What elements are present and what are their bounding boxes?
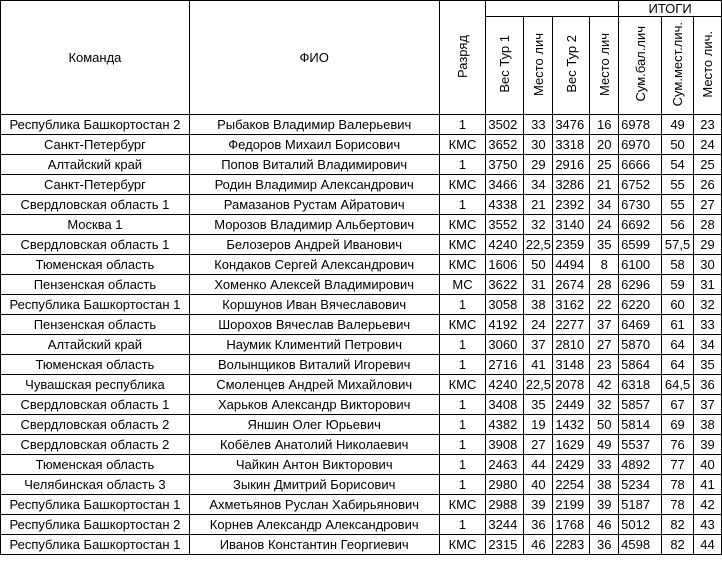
weight2-cell: 2916 <box>553 155 590 175</box>
place2-cell: 37 <box>590 315 619 335</box>
fio-cell: Хоменко Алексей Владимирович <box>189 275 439 295</box>
table-row <box>1 255 722 275</box>
header-place-personal <box>694 17 722 115</box>
rank-cell: КМС <box>439 535 486 555</box>
weight1-cell: 3244 <box>486 515 524 535</box>
team-cell: Республика Башкортостан 2 <box>1 515 190 535</box>
place1-cell: 31 <box>524 275 553 295</box>
sum-points-cell: 5864 <box>619 355 662 375</box>
fio-cell: Кондаков Сергей Александрович <box>189 255 439 275</box>
table-row <box>1 495 722 515</box>
fio-cell: Попов Виталий Владимирович <box>189 155 439 175</box>
table-row <box>1 315 722 335</box>
place-personal-cell: 23 <box>694 115 722 135</box>
table-row <box>1 415 722 435</box>
weight2-cell: 2199 <box>553 495 590 515</box>
sum-places-cell: 64,5 <box>662 375 694 395</box>
weight1-cell: 2463 <box>486 455 524 475</box>
place-personal-cell: 25 <box>694 155 722 175</box>
sum-points-cell: 5234 <box>619 475 662 495</box>
weight2-cell: 2277 <box>553 315 590 335</box>
fio-cell: Федоров Михаил Борисович <box>189 135 439 155</box>
weight2-cell: 2429 <box>553 455 590 475</box>
weight2-cell: 3318 <box>553 135 590 155</box>
team-cell: Свердловская область 1 <box>1 195 190 215</box>
weight1-cell: 1606 <box>486 255 524 275</box>
weight1-cell: 4192 <box>486 315 524 335</box>
fio-cell: Коршунов Иван Вячеславович <box>189 295 439 315</box>
place2-cell: 36 <box>590 535 619 555</box>
place1-cell: 30 <box>524 135 553 155</box>
fio-cell: Родин Владимир Александрович <box>189 175 439 195</box>
weight2-cell: 3162 <box>553 295 590 315</box>
table-row <box>1 295 722 315</box>
team-cell: Тюменская область <box>1 455 190 475</box>
table-row <box>1 235 722 255</box>
sum-points-cell: 5537 <box>619 435 662 455</box>
fio-cell: Наумик Климентий Петрович <box>189 335 439 355</box>
sum-places-cell: 64 <box>662 335 694 355</box>
team-cell: Пензенская область <box>1 315 190 335</box>
weight1-cell: 2716 <box>486 355 524 375</box>
header-sum-places-label: Сум.мест.лич. <box>670 21 686 107</box>
weight2-cell: 2078 <box>553 375 590 395</box>
sum-places-cell: 78 <box>662 475 694 495</box>
table-row <box>1 155 722 175</box>
place-personal-cell: 43 <box>694 515 722 535</box>
rank-cell: КМС <box>439 235 486 255</box>
sum-points-cell: 6978 <box>619 115 662 135</box>
fio-cell: Харьков Александр Викторович <box>189 395 439 415</box>
team-cell: Челябинская область 3 <box>1 475 190 495</box>
place1-cell: 36 <box>524 515 553 535</box>
table-row <box>1 135 722 155</box>
weight2-cell: 3476 <box>553 115 590 135</box>
rank-cell: 1 <box>439 355 486 375</box>
place-personal-cell: 30 <box>694 255 722 275</box>
weight1-cell: 4240 <box>486 375 524 395</box>
team-cell: Свердловская область 1 <box>1 235 190 255</box>
weight1-cell: 3652 <box>486 135 524 155</box>
header-rank <box>439 1 486 115</box>
sum-places-cell: 82 <box>662 535 694 555</box>
place-personal-cell: 36 <box>694 375 722 395</box>
header-spacer <box>486 1 619 17</box>
place1-cell: 21 <box>524 195 553 215</box>
place1-cell: 38 <box>524 295 553 315</box>
weight2-cell: 2449 <box>553 395 590 415</box>
place-personal-cell: 37 <box>694 395 722 415</box>
team-cell: Алтайский край <box>1 155 190 175</box>
sum-points-cell: 6666 <box>619 155 662 175</box>
place2-cell: 34 <box>590 195 619 215</box>
weight1-cell: 2315 <box>486 535 524 555</box>
rank-cell: 1 <box>439 435 486 455</box>
header-itogi: ИТОГИ <box>619 1 722 17</box>
weight2-cell: 2392 <box>553 195 590 215</box>
weight1-cell: 3466 <box>486 175 524 195</box>
table-row <box>1 275 722 295</box>
header-place1-label: Место лич <box>530 32 546 96</box>
place2-cell: 24 <box>590 215 619 235</box>
header-weight1-label: Вес Тур 1 <box>497 35 513 93</box>
place1-cell: 22,5 <box>524 375 553 395</box>
rank-cell: 1 <box>439 195 486 215</box>
sum-points-cell: 6469 <box>619 315 662 335</box>
header-weight2-label: Вес Тур 2 <box>563 35 579 93</box>
fio-cell: Рамазанов Рустам Айратович <box>189 195 439 215</box>
table-row <box>1 395 722 415</box>
place2-cell: 39 <box>590 495 619 515</box>
place2-cell: 21 <box>590 175 619 195</box>
sum-places-cell: 55 <box>662 195 694 215</box>
header-weight1 <box>486 17 524 115</box>
place-personal-cell: 41 <box>694 475 722 495</box>
results-body <box>1 115 722 555</box>
weight2-cell: 3286 <box>553 175 590 195</box>
rank-cell: 1 <box>439 295 486 315</box>
sum-places-cell: 61 <box>662 315 694 335</box>
weight1-cell: 3502 <box>486 115 524 135</box>
sum-places-cell: 56 <box>662 215 694 235</box>
place2-cell: 16 <box>590 115 619 135</box>
fio-cell: Смоленцев Андрей Михайлович <box>189 375 439 395</box>
sum-places-cell: 77 <box>662 455 694 475</box>
fio-cell: Шорохов Вячеслав Валерьевич <box>189 315 439 335</box>
place2-cell: 46 <box>590 515 619 535</box>
place1-cell: 46 <box>524 535 553 555</box>
sum-points-cell: 5870 <box>619 335 662 355</box>
table-row <box>1 515 722 535</box>
fio-cell: Иванов Константин Георгиевич <box>189 535 439 555</box>
place-personal-cell: 28 <box>694 215 722 235</box>
fio-cell: Морозов Владимир Альбертович <box>189 215 439 235</box>
place-personal-cell: 34 <box>694 335 722 355</box>
header-sum-points <box>619 17 662 115</box>
place2-cell: 49 <box>590 435 619 455</box>
sum-points-cell: 5814 <box>619 415 662 435</box>
place1-cell: 35 <box>524 395 553 415</box>
weight1-cell: 4240 <box>486 235 524 255</box>
rank-cell: 1 <box>439 475 486 495</box>
header-sum-points-label: Сум.бал.лич <box>632 26 648 102</box>
fio-cell: Яншин Олег Юрьевич <box>189 415 439 435</box>
sum-points-cell: 6100 <box>619 255 662 275</box>
header-team: Команда <box>1 1 190 115</box>
place1-cell: 19 <box>524 415 553 435</box>
weight2-cell: 4494 <box>553 255 590 275</box>
place-personal-cell: 40 <box>694 455 722 475</box>
fio-cell: Зыкин Дмитрий Борисович <box>189 475 439 495</box>
sum-places-cell: 58 <box>662 255 694 275</box>
place2-cell: 35 <box>590 235 619 255</box>
fio-cell: Чайкин Антон Викторович <box>189 455 439 475</box>
table-row <box>1 335 722 355</box>
team-cell: Свердловская область 2 <box>1 415 190 435</box>
table-row <box>1 535 722 555</box>
rank-cell: КМС <box>439 315 486 335</box>
place-personal-cell: 27 <box>694 195 722 215</box>
place-personal-cell: 32 <box>694 295 722 315</box>
place1-cell: 24 <box>524 315 553 335</box>
place2-cell: 20 <box>590 135 619 155</box>
place-personal-cell: 31 <box>694 275 722 295</box>
team-cell: Свердловская область 2 <box>1 435 190 455</box>
place2-cell: 22 <box>590 295 619 315</box>
sum-points-cell: 6730 <box>619 195 662 215</box>
team-cell: Тюменская область <box>1 255 190 275</box>
rank-cell: 1 <box>439 395 486 415</box>
team-cell: Республика Башкортостан 2 <box>1 115 190 135</box>
sum-points-cell: 6752 <box>619 175 662 195</box>
team-cell: Санкт-Петербург <box>1 175 190 195</box>
sum-points-cell: 4598 <box>619 535 662 555</box>
sum-places-cell: 69 <box>662 415 694 435</box>
place2-cell: 38 <box>590 475 619 495</box>
weight2-cell: 3140 <box>553 215 590 235</box>
place1-cell: 39 <box>524 495 553 515</box>
fio-cell: Корнев Александр Александрович <box>189 515 439 535</box>
header-fio: ФИО <box>189 1 439 115</box>
rank-cell: КМС <box>439 175 486 195</box>
team-cell: Республика Башкортостан 1 <box>1 535 190 555</box>
rank-cell: КМС <box>439 255 486 275</box>
fio-cell: Волынщиков Виталий Игоревич <box>189 355 439 375</box>
rank-cell: 1 <box>439 115 486 135</box>
place2-cell: 28 <box>590 275 619 295</box>
rank-cell: 1 <box>439 335 486 355</box>
place-personal-cell: 35 <box>694 355 722 375</box>
table-row <box>1 355 722 375</box>
rank-cell: КМС <box>439 375 486 395</box>
rank-cell: 1 <box>439 415 486 435</box>
header-place2-label: Место лич <box>596 32 612 96</box>
header-place1 <box>524 17 553 115</box>
header-rank-label: Разряд <box>454 34 470 78</box>
place-personal-cell: 33 <box>694 315 722 335</box>
table-row <box>1 455 722 475</box>
weight1-cell: 3622 <box>486 275 524 295</box>
header-place2 <box>590 17 619 115</box>
rank-cell: КМС <box>439 215 486 235</box>
place2-cell: 50 <box>590 415 619 435</box>
sum-places-cell: 54 <box>662 155 694 175</box>
table-row <box>1 375 722 395</box>
sum-points-cell: 6692 <box>619 215 662 235</box>
place-personal-cell: 39 <box>694 435 722 455</box>
sum-places-cell: 78 <box>662 495 694 515</box>
sum-places-cell: 82 <box>662 515 694 535</box>
fio-cell: Кобёлев Анатолий Николаевич <box>189 435 439 455</box>
team-cell: Свердловская область 1 <box>1 395 190 415</box>
team-cell: Москва 1 <box>1 215 190 235</box>
sum-points-cell: 6970 <box>619 135 662 155</box>
rank-cell: 1 <box>439 455 486 475</box>
place1-cell: 34 <box>524 175 553 195</box>
place2-cell: 33 <box>590 455 619 475</box>
place2-cell: 23 <box>590 355 619 375</box>
weight2-cell: 2283 <box>553 535 590 555</box>
place2-cell: 27 <box>590 335 619 355</box>
weight2-cell: 2359 <box>553 235 590 255</box>
team-cell: Алтайский край <box>1 335 190 355</box>
sum-points-cell: 6220 <box>619 295 662 315</box>
header-place-personal-label: Место лич. <box>700 30 716 98</box>
rank-cell: КМС <box>439 135 486 155</box>
place2-cell: 8 <box>590 255 619 275</box>
place2-cell: 25 <box>590 155 619 175</box>
place1-cell: 22,5 <box>524 235 553 255</box>
rank-cell: 1 <box>439 155 486 175</box>
sum-points-cell: 4892 <box>619 455 662 475</box>
rank-cell: МС <box>439 275 486 295</box>
weight1-cell: 3750 <box>486 155 524 175</box>
table-row <box>1 195 722 215</box>
sum-places-cell: 64 <box>662 355 694 375</box>
team-cell: Санкт-Петербург <box>1 135 190 155</box>
weight1-cell: 2988 <box>486 495 524 515</box>
sum-places-cell: 60 <box>662 295 694 315</box>
place1-cell: 33 <box>524 115 553 135</box>
place1-cell: 40 <box>524 475 553 495</box>
rank-cell: 1 <box>439 515 486 535</box>
table-row <box>1 475 722 495</box>
sum-places-cell: 49 <box>662 115 694 135</box>
place-personal-cell: 29 <box>694 235 722 255</box>
weight1-cell: 2980 <box>486 475 524 495</box>
sum-places-cell: 57,5 <box>662 235 694 255</box>
place1-cell: 29 <box>524 155 553 175</box>
fio-cell: Рыбаков Владимир Валерьевич <box>189 115 439 135</box>
weight2-cell: 2674 <box>553 275 590 295</box>
weight2-cell: 1768 <box>553 515 590 535</box>
place1-cell: 37 <box>524 335 553 355</box>
header-weight2 <box>553 17 590 115</box>
place2-cell: 32 <box>590 395 619 415</box>
header-sum-places <box>662 17 694 115</box>
sum-points-cell: 5857 <box>619 395 662 415</box>
weight1-cell: 3552 <box>486 215 524 235</box>
table-row <box>1 175 722 195</box>
weight2-cell: 1629 <box>553 435 590 455</box>
team-cell: Тюменская область <box>1 355 190 375</box>
place2-cell: 42 <box>590 375 619 395</box>
place1-cell: 32 <box>524 215 553 235</box>
weight1-cell: 3408 <box>486 395 524 415</box>
fio-cell: Белозеров Андрей Иванович <box>189 235 439 255</box>
sum-points-cell: 5012 <box>619 515 662 535</box>
team-cell: Республика Башкортостан 1 <box>1 495 190 515</box>
sum-places-cell: 55 <box>662 175 694 195</box>
place-personal-cell: 44 <box>694 535 722 555</box>
weight1-cell: 3060 <box>486 335 524 355</box>
sum-places-cell: 76 <box>662 435 694 455</box>
place1-cell: 44 <box>524 455 553 475</box>
place1-cell: 27 <box>524 435 553 455</box>
weight1-cell: 3908 <box>486 435 524 455</box>
team-cell: Чувашская республика <box>1 375 190 395</box>
sum-places-cell: 50 <box>662 135 694 155</box>
weight2-cell: 2810 <box>553 335 590 355</box>
sum-points-cell: 6318 <box>619 375 662 395</box>
place1-cell: 50 <box>524 255 553 275</box>
weight1-cell: 3058 <box>486 295 524 315</box>
place-personal-cell: 24 <box>694 135 722 155</box>
sum-places-cell: 59 <box>662 275 694 295</box>
table-row <box>1 115 722 135</box>
place-personal-cell: 26 <box>694 175 722 195</box>
sum-places-cell: 67 <box>662 395 694 415</box>
sum-points-cell: 6599 <box>619 235 662 255</box>
sum-points-cell: 6296 <box>619 275 662 295</box>
fio-cell: Ахметьянов Руслан Хабирьянович <box>189 495 439 515</box>
place-personal-cell: 38 <box>694 415 722 435</box>
place-personal-cell: 42 <box>694 495 722 515</box>
sum-points-cell: 5187 <box>619 495 662 515</box>
weight2-cell: 2254 <box>553 475 590 495</box>
weight1-cell: 4382 <box>486 415 524 435</box>
team-cell: Республика Башкортостан 1 <box>1 295 190 315</box>
weight1-cell: 4338 <box>486 195 524 215</box>
table-row <box>1 215 722 235</box>
rank-cell: КМС <box>439 495 486 515</box>
weight2-cell: 3148 <box>553 355 590 375</box>
place1-cell: 41 <box>524 355 553 375</box>
table-row <box>1 435 722 455</box>
team-cell: Пензенская область <box>1 275 190 295</box>
weight2-cell: 1432 <box>553 415 590 435</box>
